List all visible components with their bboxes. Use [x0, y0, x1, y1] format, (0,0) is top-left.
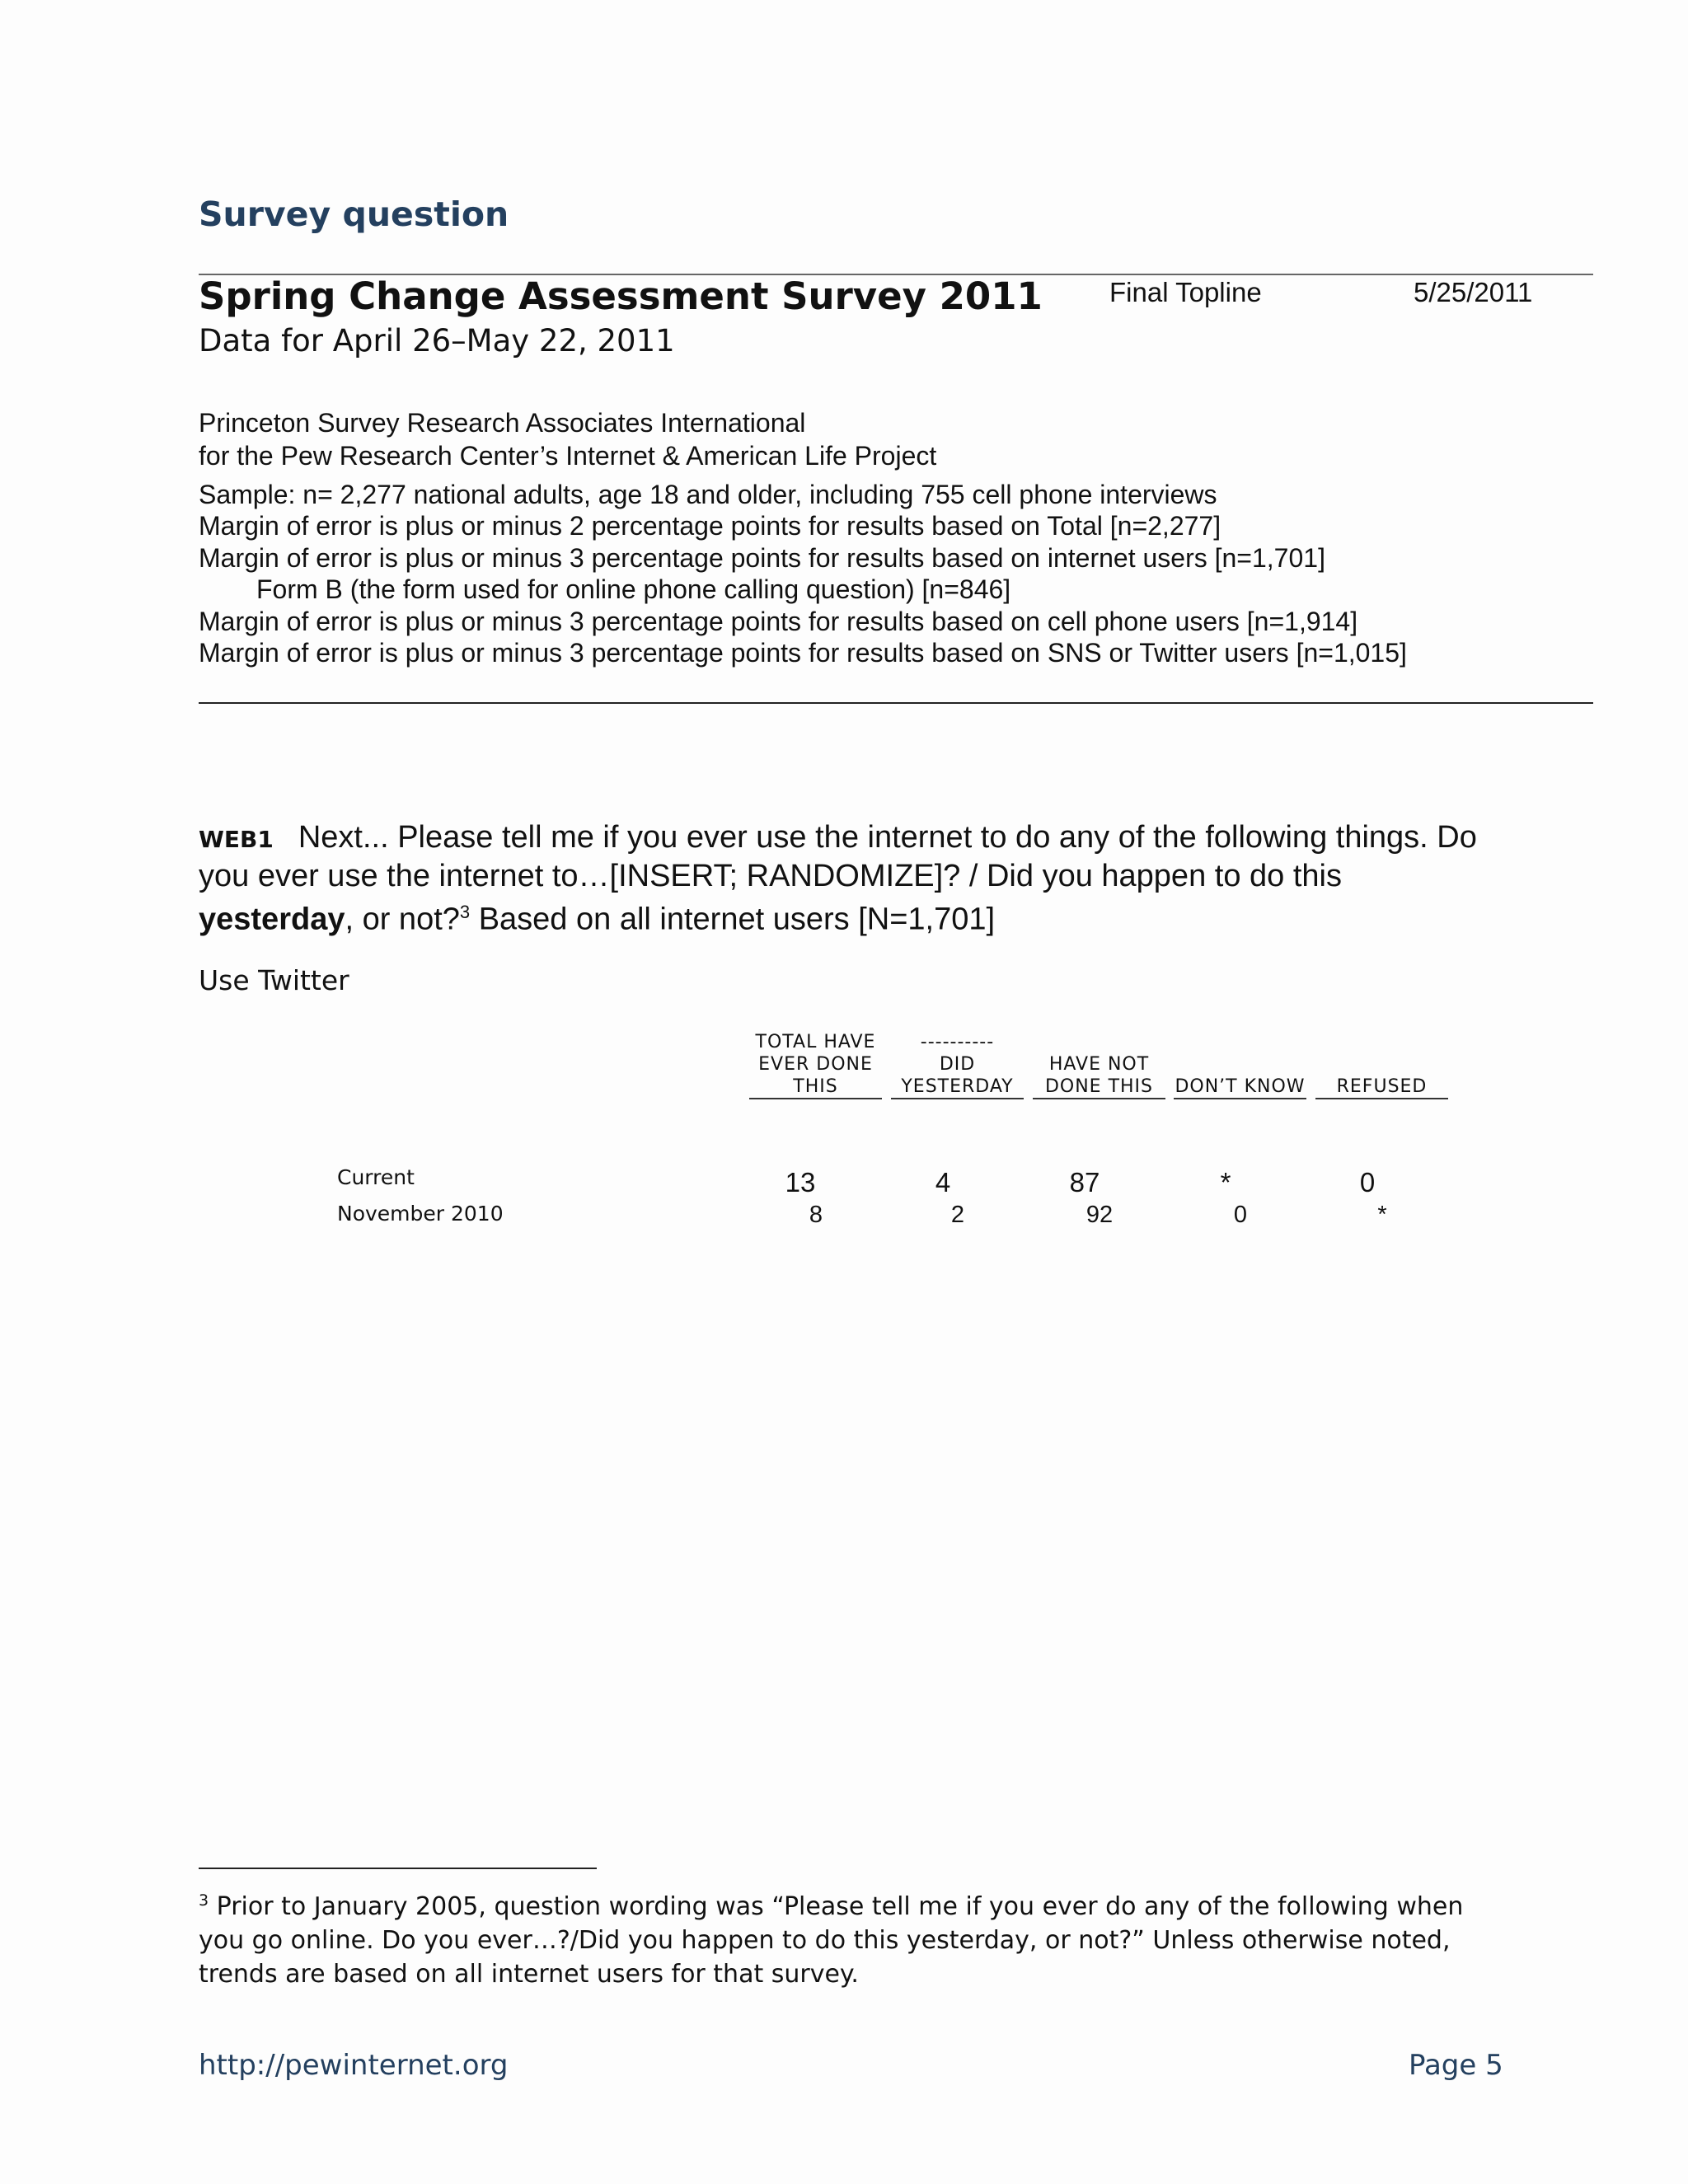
moe-cell: Margin of error is plus or minus 3 percentage points for results based on cell phone users [n=1,914] [199, 607, 1358, 636]
col-header-yesterday [891, 1029, 1024, 1099]
question-code: WEB1 [199, 826, 274, 853]
footnote-number: 3 [199, 1891, 209, 1910]
header-bottom-rule [199, 702, 1593, 704]
col-header-refused-line3: REFUSED [1336, 1076, 1428, 1097]
col-header-total-line3: THIS [793, 1076, 838, 1097]
question-text [199, 819, 1484, 938]
footnote-ref: 3 [459, 902, 471, 922]
survey-title: Spring Change Assessment Survey 2011 [199, 274, 1043, 318]
col-header-yesterday-line3: YESTERDAY [901, 1076, 1014, 1097]
cell-current-total: 13 [785, 1167, 816, 1197]
moe-sns: Margin of error is plus or minus 3 percentage points for results based on SNS or Twitter users [n=1,015] [199, 638, 1407, 668]
cell-nov-refused: * [1377, 1202, 1387, 1228]
col-header-have-not-line3: DONE THIS [1044, 1076, 1154, 1097]
cell-current-yesterday: 4 [935, 1167, 951, 1197]
col-header-refused [1315, 1029, 1448, 1099]
topline-label: Final Topline [1109, 277, 1262, 307]
col-header-total-line2: EVER DONE [758, 1054, 873, 1075]
cell-nov-total: 8 [809, 1202, 823, 1228]
form-b-line: Form B (the form used for online phone calling question) [n=846] [256, 574, 1011, 604]
col-header-yesterday-line2: DID [939, 1054, 976, 1075]
question-text-tail: Based on all internet users [N=1,701] [470, 902, 996, 937]
org-line-1: Princeton Survey Research Associates International [199, 408, 806, 438]
cell-current-refused: 0 [1359, 1167, 1376, 1197]
topline-date: 5/25/2011 [1414, 277, 1533, 307]
col-header-dont-know [1174, 1029, 1306, 1099]
col-header-total-line1: TOTAL HAVE [755, 1032, 876, 1052]
page-number: Page 5 [1409, 2049, 1503, 2082]
moe-internet: Margin of error is plus or minus 3 percentage points for results based on internet users [n=1,701] [199, 543, 1325, 573]
col-header-dont-know-line3: DON’T KNOW [1175, 1076, 1306, 1097]
section-title: Survey question [199, 194, 509, 234]
question-text-bold: yesterday [199, 902, 345, 937]
col-header-yesterday-line1: ---------- [920, 1032, 995, 1052]
footer-link[interactable]: http://pewinternet.org [199, 2049, 509, 2082]
moe-total: Margin of error is plus or minus 2 percentage points for results based on Total [n=2,277] [199, 511, 1221, 541]
cell-current-dont-know: * [1220, 1167, 1231, 1197]
cell-nov-dont-know: 0 [1233, 1202, 1248, 1228]
footnote-rule [199, 1868, 597, 1869]
data-dates: Data for April 26–May 22, 2011 [199, 323, 675, 359]
footnote [199, 1884, 1501, 1991]
row-label-november-2010: November 2010 [337, 1202, 504, 1226]
item-label: Use Twitter [199, 964, 349, 996]
question-text-after: , or not? [345, 902, 460, 937]
cell-nov-have-not: 92 [1085, 1202, 1114, 1228]
footnote-text: Prior to January 2005, question wording was “Please tell me if you ever do any of the following when you go online. Do you ever…?/Did you happen to do this yesterday, or not?” Unless otherwise noted, trends are based on all internet users for that survey. [199, 1892, 1464, 1989]
row-label-current: Current [337, 1165, 415, 1189]
col-header-total [749, 1029, 882, 1099]
question-text-before: Next... Please tell me if you ever use the internet to do any of the following things. Do you ever use the internet to…[INSERT; RANDOMIZE]? / Did you happen to do this [199, 820, 1477, 893]
col-header-have-not [1033, 1029, 1165, 1099]
col-header-have-not-line2: HAVE NOT [1048, 1054, 1150, 1075]
sample-line: Sample: n= 2,277 national adults, age 18 and older, including 755 cell phone interviews [199, 480, 1217, 509]
cell-current-have-not: 87 [1069, 1167, 1100, 1197]
cell-nov-yesterday: 2 [950, 1202, 965, 1228]
org-line-2: for the Pew Research Center’s Internet & American Life Project [199, 441, 937, 471]
